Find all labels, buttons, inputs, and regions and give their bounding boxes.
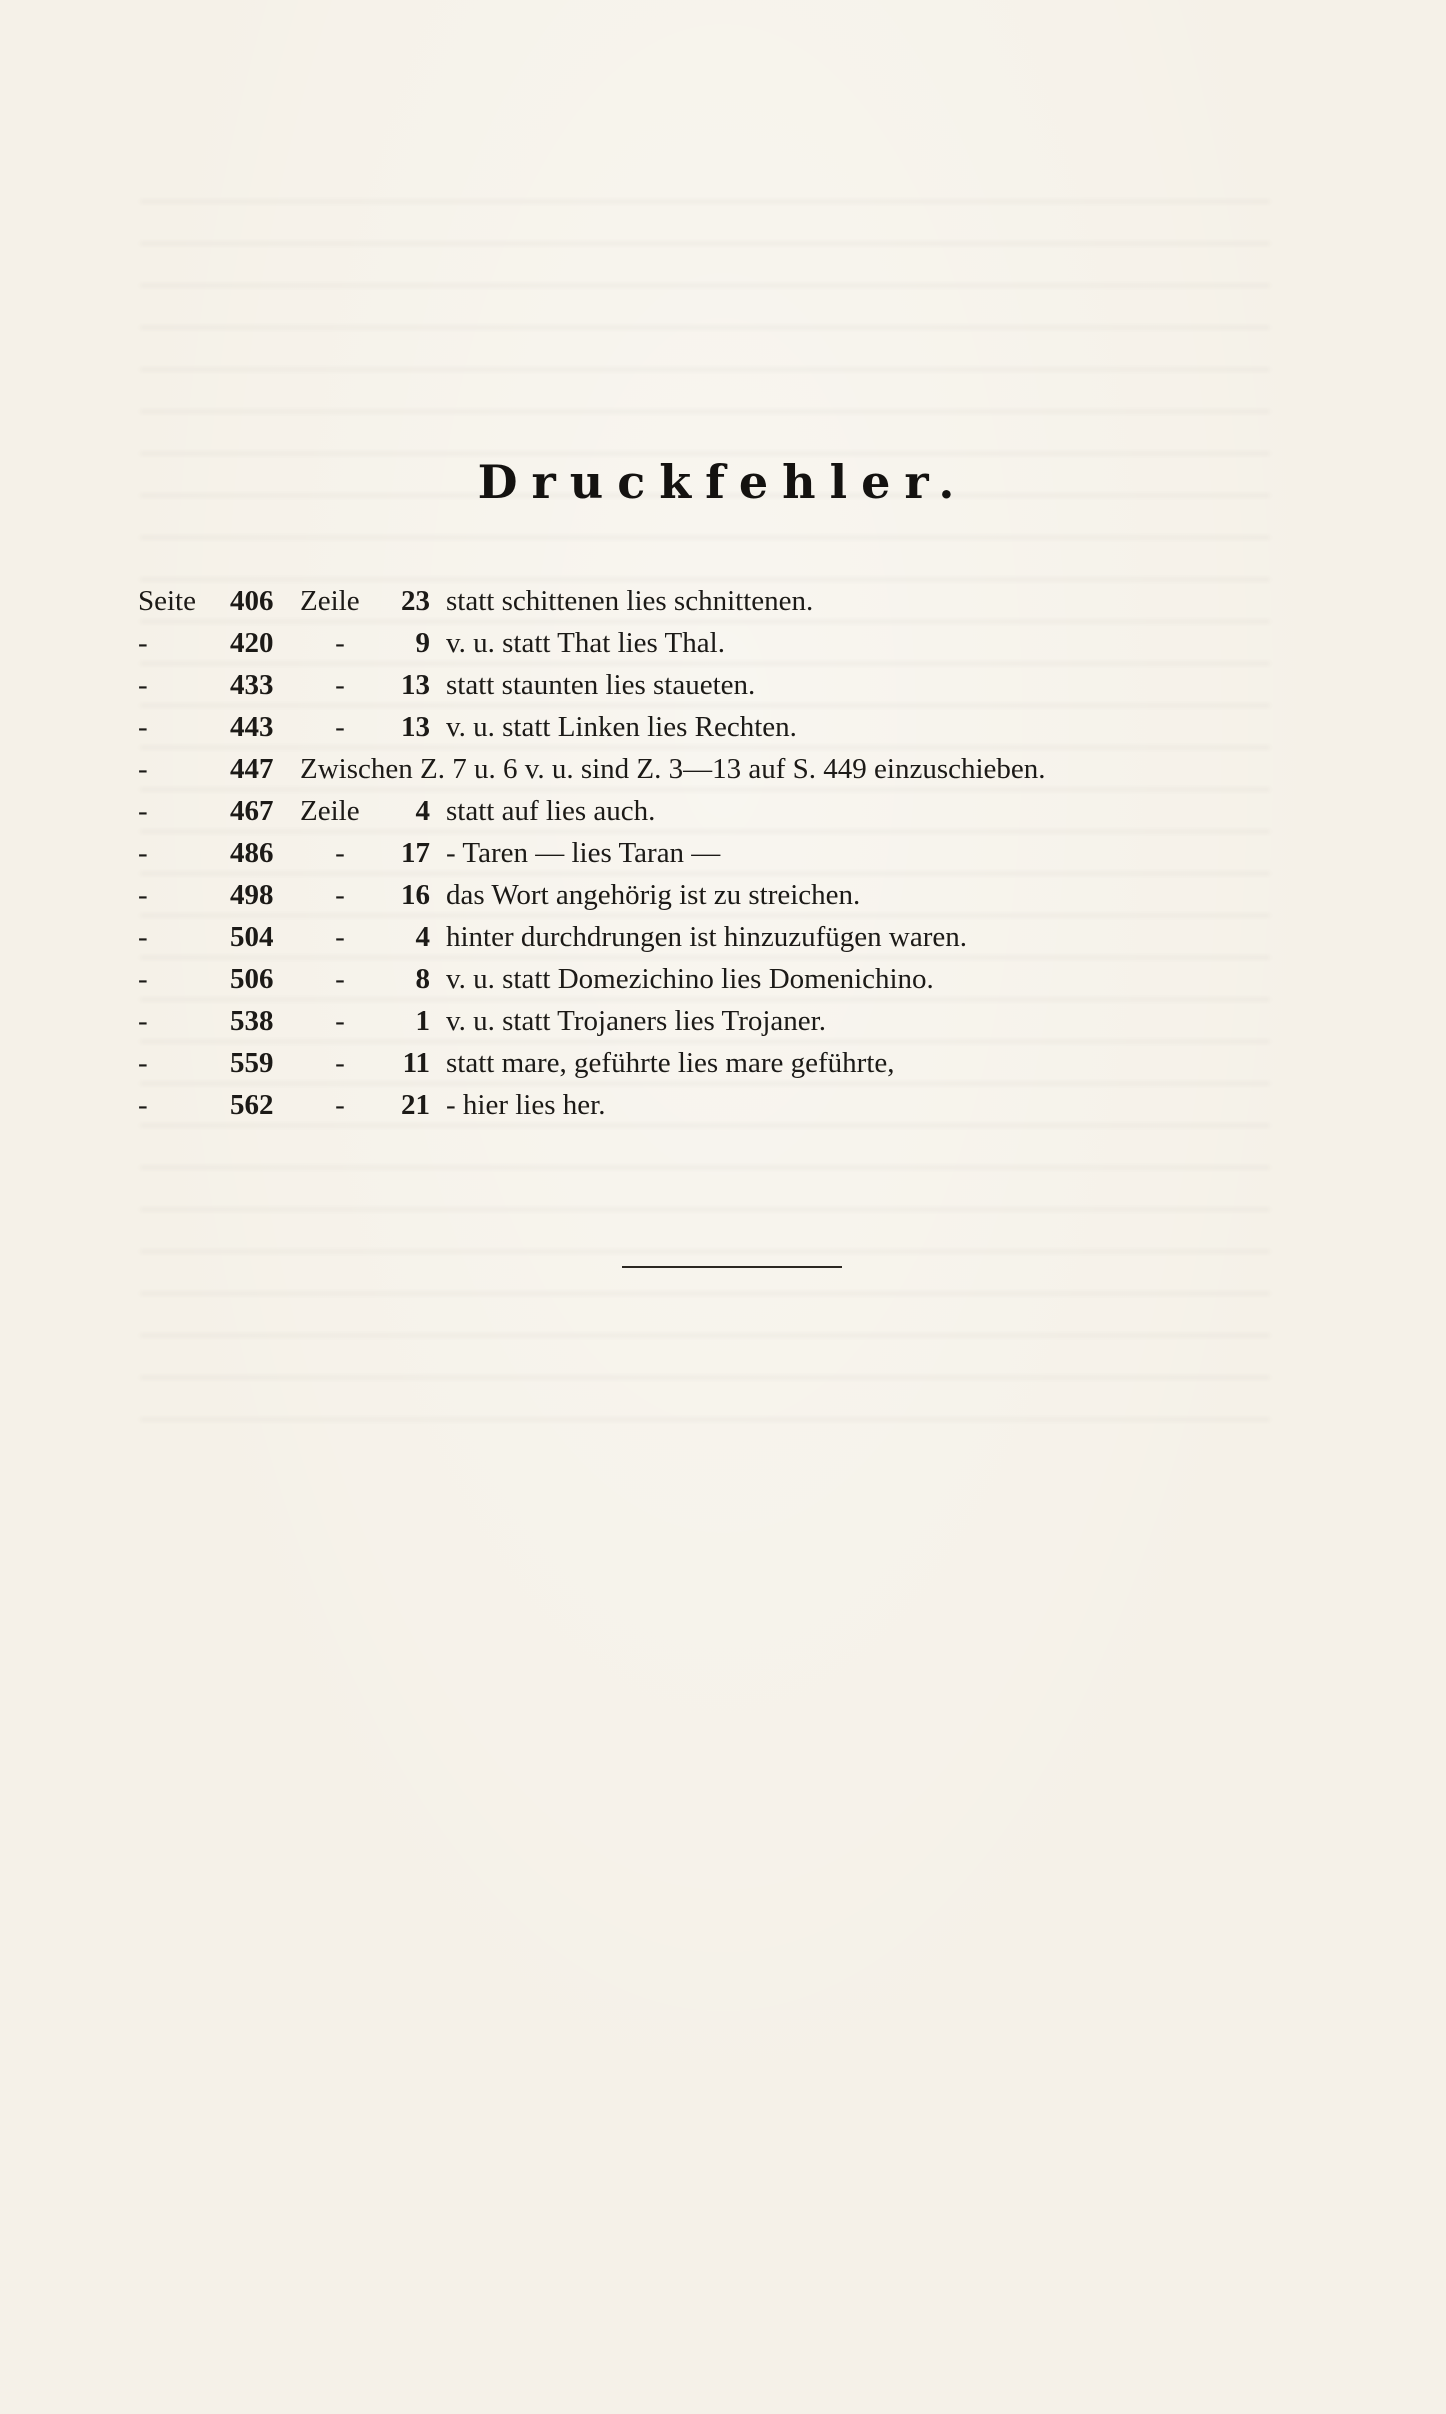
page: Druckfehler. Seite 406 Zeile 23 statt schittenen lies schnittenen. - 420 - 9 v. u. statt That lies Thal. - 433 - 13 statt staunten lies staueten. - 443 - 13 v. u. statt Linken lies Rechten. - 447 Zwischen Z. 7 u. 6 v. u. sind Z. 3—13 auf S. 449 einzuschieben. - 467 Zeile 4 statt auf lies auch. - 486 - 17 - Taren — lies Taran — - 498 - 16 das Wort angehörig ist zu streichen. - 504 - 4 hinter durchdrungen ist hinzuzufügen waren. - 506 - 8 v. u. statt Domezichino lies Domenichino. - 538 - 1 v. u. statt Trojaners lies Trojaner. - 559 - 11 statt mare, geführte lies mare geführte, - 562 - 21 - hier lies her. [0, 0, 1446, 2414]
row-page: 498 [230, 879, 274, 911]
row-page: 559 [230, 1047, 274, 1079]
divider-rule [622, 1266, 842, 1268]
row-label: - [138, 753, 148, 785]
row-mark: Zeile [300, 795, 360, 827]
row-page: 406 [230, 585, 274, 617]
row-text: v. u. statt Trojaners lies Trojaner. [446, 1005, 826, 1037]
row-text: statt staunten lies staueten. [446, 669, 756, 701]
page-title: Druckfehler. [477, 455, 969, 509]
row-label: - [138, 669, 148, 701]
row-line: 13 [401, 711, 430, 743]
row-page: 443 [230, 711, 274, 743]
row-line: 4 [415, 921, 430, 953]
row-text: statt auf lies auch. [446, 795, 656, 827]
row-label: - [138, 963, 148, 995]
row-text: statt mare, geführte lies mare geführte, [446, 1047, 895, 1079]
row-text: Zwischen Z. 7 u. 6 v. u. sind Z. 3—13 auf S. 449 einzuschieben. [300, 753, 1046, 785]
row-line: 21 [401, 1089, 430, 1121]
row-mark: Zeile [300, 585, 360, 617]
row-line: 9 [415, 627, 430, 659]
row-line: 17 [401, 837, 430, 869]
row-page: 420 [230, 627, 274, 659]
row-text: v. u. statt That lies Thal. [446, 627, 725, 659]
row-page: 538 [230, 1005, 274, 1037]
row-line: 11 [402, 1047, 430, 1079]
row-page: 433 [230, 669, 274, 701]
row-label: - [138, 921, 148, 953]
row-page: 506 [230, 963, 274, 995]
row-label: - [138, 711, 148, 743]
row-page: 467 [230, 795, 274, 827]
row-label: - [138, 879, 148, 911]
row-label: - [138, 1047, 148, 1079]
row-text: statt schittenen lies schnittenen. [446, 585, 814, 617]
row-label: - [138, 837, 148, 869]
row-label: - [138, 1005, 148, 1037]
row-text: v. u. statt Domezichino lies Domenichino. [446, 963, 934, 995]
row-text: hinter durchdrungen ist hinzuzufügen waren. [446, 921, 968, 953]
row-text: - Taren — lies Taran — [446, 837, 721, 869]
row-label: Seite [138, 585, 196, 617]
row-text: v. u. statt Linken lies Rechten. [446, 711, 797, 743]
row-line: 23 [401, 585, 430, 617]
row-line: 13 [401, 669, 430, 701]
row-page: 562 [230, 1089, 274, 1121]
row-text: - hier lies her. [446, 1089, 606, 1121]
row-text: das Wort angehörig ist zu streichen. [446, 879, 861, 911]
row-page: 504 [230, 921, 274, 953]
row-label: - [138, 627, 148, 659]
row-label: - [138, 1089, 148, 1121]
row-page: 486 [230, 837, 274, 869]
row-line: 8 [415, 963, 430, 995]
row-line: 4 [415, 795, 430, 827]
row-line: 1 [415, 1005, 430, 1037]
row-page: 447 [230, 753, 274, 785]
row-line: 16 [401, 879, 430, 911]
row-label: - [138, 795, 148, 827]
